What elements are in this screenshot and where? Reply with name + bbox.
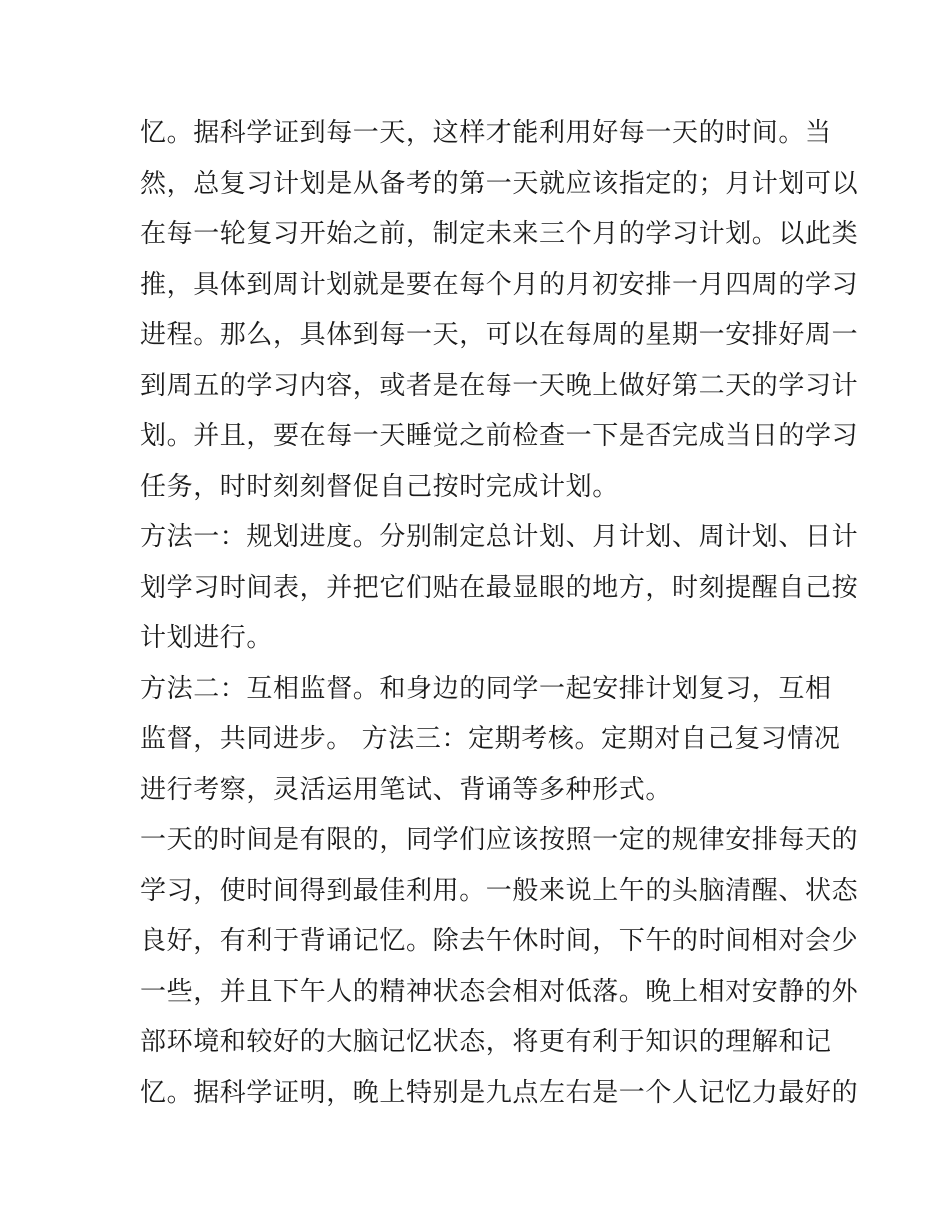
text-line: 忆。据科学证到每一天，这样才能利用好每一天的时间。当 bbox=[140, 118, 832, 148]
text-line: 计划进行。 bbox=[140, 623, 274, 653]
text-line: 任务，时时刻刻督促自己按时完成计划。 bbox=[140, 471, 619, 502]
text-line: 良好，有利于背诵记忆。除去午休时间，下午的时间相对会少 bbox=[140, 926, 859, 956]
text-line: 划。并且，要在每一天睡觉之前检查一下是否完成当日的学习 bbox=[140, 421, 859, 451]
text-line: 到周五的学习内容，或者是在每一天晚上做好第二天的学习计 bbox=[140, 370, 859, 401]
method-three-line: 监督，共同进步。 方法三：定期考核。定期对自己复习情况 bbox=[140, 724, 841, 754]
method-one-line: 方法一：规划进度。分别制定总计划、月计划、周计划、日计 bbox=[140, 522, 859, 552]
text-line: 在每一轮复习开始之前，制定未来三个月的学习计划。以此类 bbox=[140, 219, 859, 249]
text-line: 学习，使时间得到最佳利用。一般来说上午的头脑清醒、状态 bbox=[140, 875, 859, 906]
body-text bbox=[140, 108, 859, 1118]
method-two-line: 方法二：互相监督。和身边的同学一起安排计划复习，互相 bbox=[140, 673, 832, 704]
text-line: 一些，并且下午人的精神状态会相对低落。晚上相对安静的外 bbox=[140, 976, 859, 1007]
text-line: 划学习时间表，并把它们贴在最显眼的地方，时刻提醒自己按 bbox=[140, 572, 859, 603]
text-line: 推，具体到周计划就是要在每个月的月初安排一月四周的学习 bbox=[140, 269, 859, 300]
text-line: 进程。那么，具体到每一天，可以在每周的星期一安排好周一 bbox=[140, 320, 859, 350]
text-line: 部环境和较好的大脑记忆状态，将更有利于知识的理解和记 bbox=[140, 1027, 832, 1057]
text-line: 忆。据科学证明，晚上特别是九点左右是一个人记忆力最好的 bbox=[140, 1077, 859, 1108]
text-line: 然，总复习计划是从备考的第一天就应该指定的；月计划可以 bbox=[140, 168, 859, 199]
text-line: 进行考察，灵活运用笔试、背诵等多种形式。 bbox=[140, 774, 673, 805]
text-line: 一天的时间是有限的，同学们应该按照一定的规律安排每天的 bbox=[140, 825, 859, 855]
